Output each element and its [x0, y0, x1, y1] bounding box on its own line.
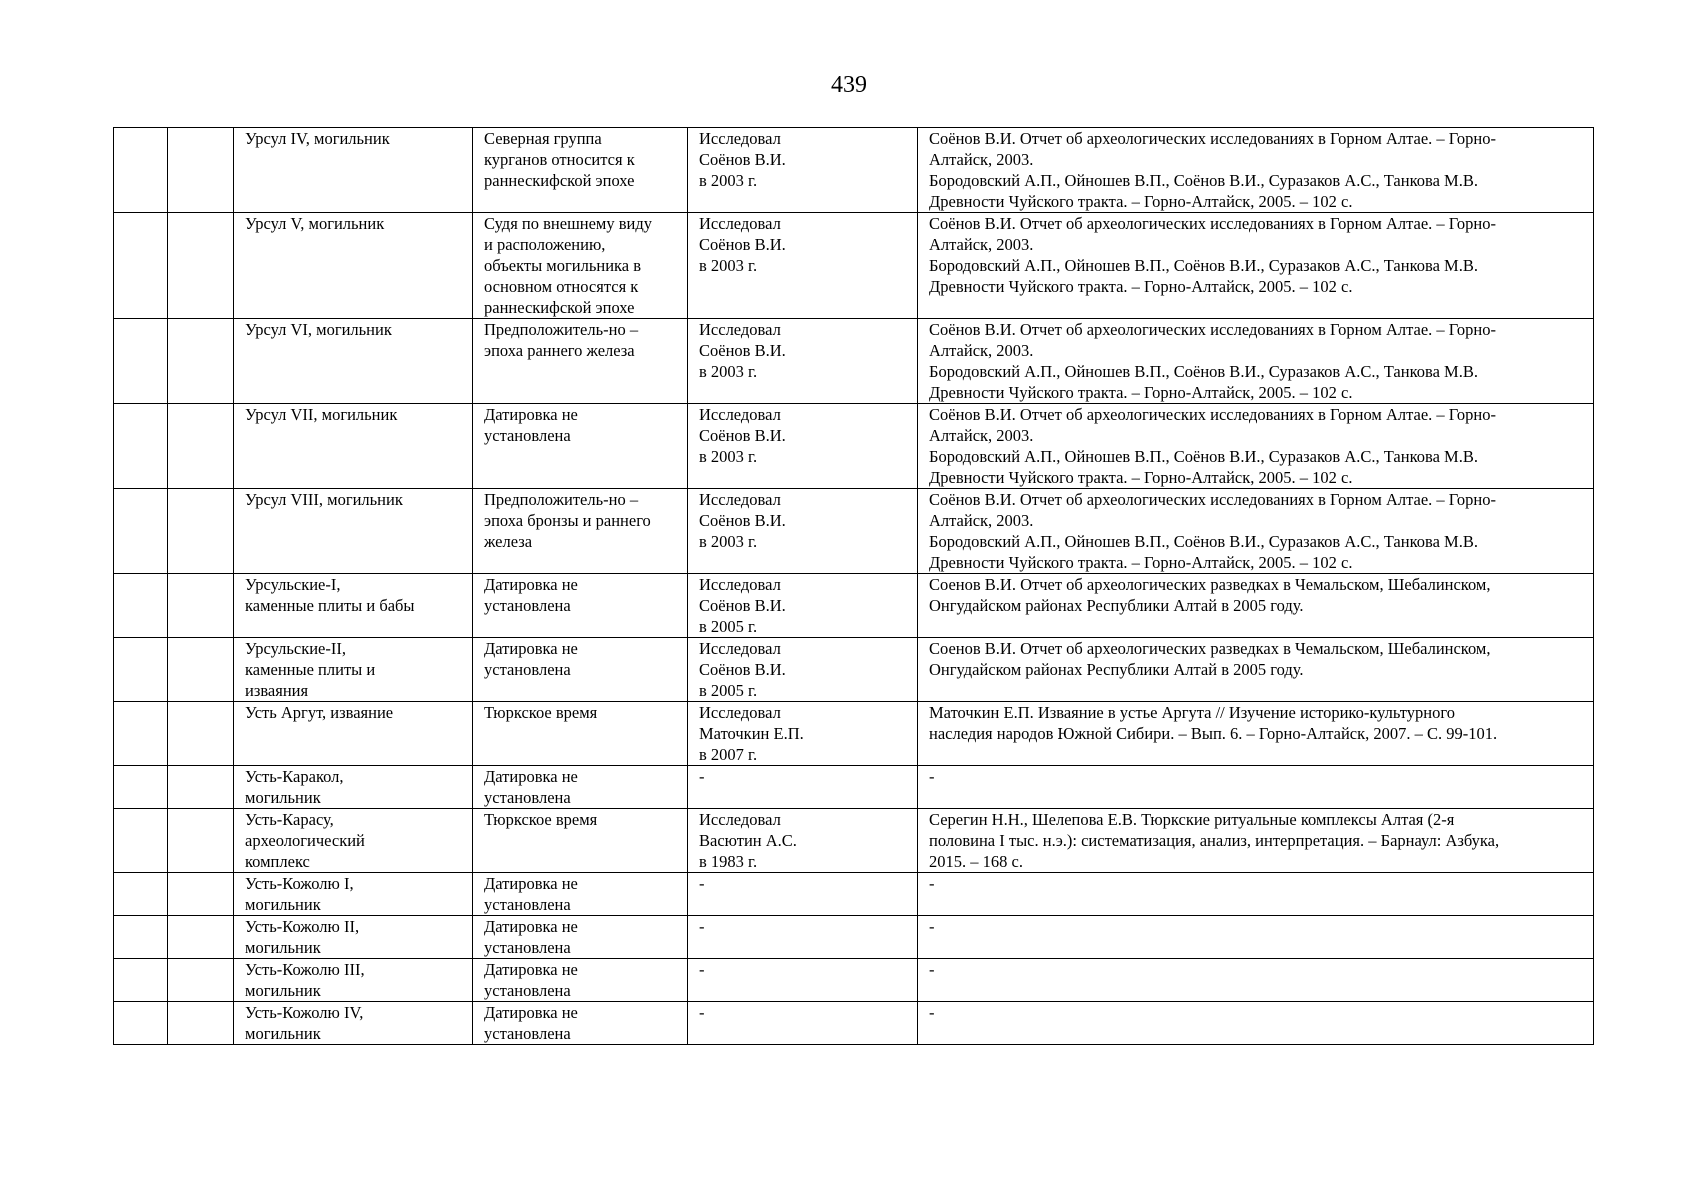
- cell-number: [114, 574, 168, 638]
- cell-code: [168, 638, 234, 702]
- page-number: 439: [831, 72, 867, 98]
- table-row: [114, 873, 1594, 916]
- cell-dating: Датировка не установлена: [473, 1002, 688, 1045]
- cell-dating: Датировка не установлена: [473, 959, 688, 1002]
- table-row: [114, 489, 1594, 574]
- cell-study: Исследовал Соёнов В.И. в 2003 г.: [688, 319, 918, 404]
- cell-number: [114, 809, 168, 873]
- cell-dating: Датировка не установлена: [473, 766, 688, 809]
- cell-study: -: [688, 959, 918, 1002]
- cell-site-name: Усть-Кожолю IV, могильник: [234, 1002, 473, 1045]
- cell-code: [168, 574, 234, 638]
- cell-code: [168, 1002, 234, 1045]
- cell-literature: Серегин Н.Н., Шелепова Е.В. Тюркские ритуальные комплексы Алтая (2-я половина I тыс. н.э.): систематизация, анализ, интерпретация. – Барнаул: Азбука, 2015. – 168 с.: [918, 809, 1594, 873]
- cell-site-name: Усть-Кожолю II, могильник: [234, 916, 473, 959]
- cell-dating: Датировка не установлена: [473, 404, 688, 489]
- cell-code: [168, 319, 234, 404]
- cell-site-name: Урсул VI, могильник: [234, 319, 473, 404]
- table-row: [114, 916, 1594, 959]
- cell-site-name: Усть-Каракол, могильник: [234, 766, 473, 809]
- table-row: [114, 1002, 1594, 1045]
- cell-number: [114, 916, 168, 959]
- cell-dating: Датировка не установлена: [473, 916, 688, 959]
- cell-site-name: Урсул V, могильник: [234, 213, 473, 319]
- cell-literature: Соёнов В.И. Отчет об археологических исследованиях в Горном Алтае. – Горно- Алтайск, 2003. Бородовский А.П., Ойношев В.П., Соёнов В.И., Суразаков А.С., Танкова М.В. Древности Чуйского тракта. – Горно-Алтайск, 2005. – 102 с.: [918, 489, 1594, 574]
- cell-dating: Предположитель-но – эпоха бронзы и раннего железа: [473, 489, 688, 574]
- cell-dating: Северная группа курганов относится к раннескифской эпохе: [473, 128, 688, 213]
- cell-number: [114, 959, 168, 1002]
- table-row: [114, 213, 1594, 319]
- cell-dating: Судя по внешнему виду и расположению, объекты могильника в основном относятся к раннескифской эпохе: [473, 213, 688, 319]
- table-row: [114, 128, 1594, 213]
- cell-code: [168, 809, 234, 873]
- cell-code: [168, 702, 234, 766]
- cell-dating: Датировка не установлена: [473, 574, 688, 638]
- table-row: [114, 404, 1594, 489]
- cell-site-name: Урсул VII, могильник: [234, 404, 473, 489]
- table-row: [114, 638, 1594, 702]
- cell-study: Исследовал Соёнов В.И. в 2005 г.: [688, 574, 918, 638]
- cell-literature: -: [918, 916, 1594, 959]
- cell-number: [114, 319, 168, 404]
- cell-code: [168, 128, 234, 213]
- cell-site-name: Урсульские-I, каменные плиты и бабы: [234, 574, 473, 638]
- cell-study: Исследовал Соёнов В.И. в 2003 г.: [688, 404, 918, 489]
- cell-literature: Маточкин Е.П. Изваяние в устье Аргута // Изучение историко-культурного наследия народов Южной Сибири. – Вып. 6. – Горно-Алтайск, 2007. – С. 99-101.: [918, 702, 1594, 766]
- cell-study: -: [688, 916, 918, 959]
- table-row: [114, 702, 1594, 766]
- cell-study: Исследовал Маточкин Е.П. в 2007 г.: [688, 702, 918, 766]
- cell-code: [168, 873, 234, 916]
- cell-study: Исследовал Соёнов В.И. в 2005 г.: [688, 638, 918, 702]
- cell-dating: Тюркское время: [473, 809, 688, 873]
- cell-code: [168, 959, 234, 1002]
- cell-site-name: Усть Аргут, изваяние: [234, 702, 473, 766]
- cell-study: Исследовал Соёнов В.И. в 2003 г.: [688, 128, 918, 213]
- table-row: [114, 319, 1594, 404]
- cell-code: [168, 489, 234, 574]
- cell-site-name: Урсул VIII, могильник: [234, 489, 473, 574]
- cell-study: Исследовал Соёнов В.И. в 2003 г.: [688, 489, 918, 574]
- cell-literature: Соёнов В.И. Отчет об археологических исследованиях в Горном Алтае. – Горно- Алтайск, 2003. Бородовский А.П., Ойношев В.П., Соёнов В.И., Суразаков А.С., Танкова М.В. Древности Чуйского тракта. – Горно-Алтайск, 2005. – 102 с.: [918, 213, 1594, 319]
- cell-number: [114, 873, 168, 916]
- cell-number: [114, 638, 168, 702]
- table-row: [114, 766, 1594, 809]
- cell-literature: Соёнов В.И. Отчет об археологических исследованиях в Горном Алтае. – Горно- Алтайск, 2003. Бородовский А.П., Ойношев В.П., Соёнов В.И., Суразаков А.С., Танкова М.В. Древности Чуйского тракта. – Горно-Алтайск, 2005. – 102 с.: [918, 319, 1594, 404]
- cell-literature: -: [918, 766, 1594, 809]
- cell-dating: Датировка не установлена: [473, 873, 688, 916]
- cell-literature: -: [918, 959, 1594, 1002]
- cell-study: -: [688, 766, 918, 809]
- cell-dating: Предположитель-но – эпоха раннего железа: [473, 319, 688, 404]
- cell-number: [114, 702, 168, 766]
- cell-site-name: Усть-Кожолю III, могильник: [234, 959, 473, 1002]
- cell-number: [114, 1002, 168, 1045]
- cell-study: Исследовал Васютин А.С. в 1983 г.: [688, 809, 918, 873]
- cell-site-name: Усть-Карасу, археологический комплекс: [234, 809, 473, 873]
- cell-literature: Соёнов В.И. Отчет об археологических исследованиях в Горном Алтае. – Горно- Алтайск, 2003. Бородовский А.П., Ойношев В.П., Соёнов В.И., Суразаков А.С., Танкова М.В. Древности Чуйского тракта. – Горно-Алтайск, 2005. – 102 с.: [918, 128, 1594, 213]
- cell-literature: Соенов В.И. Отчет об археологических разведках в Чемальском, Шебалинском, Онгудайском районах Республики Алтай в 2005 году.: [918, 638, 1594, 702]
- cell-study: Исследовал Соёнов В.И. в 2003 г.: [688, 213, 918, 319]
- cell-study: -: [688, 873, 918, 916]
- cell-number: [114, 489, 168, 574]
- cell-literature: -: [918, 1002, 1594, 1045]
- monuments-table: [113, 127, 1594, 1045]
- cell-number: [114, 404, 168, 489]
- cell-code: [168, 404, 234, 489]
- cell-dating: Тюркское время: [473, 702, 688, 766]
- cell-dating: Датировка не установлена: [473, 638, 688, 702]
- table-row: [114, 809, 1594, 873]
- cell-number: [114, 766, 168, 809]
- table-row: [114, 574, 1594, 638]
- table-row: [114, 959, 1594, 1002]
- cell-literature: Соенов В.И. Отчет об археологических разведках в Чемальском, Шебалинском, Онгудайском районах Республики Алтай в 2005 году.: [918, 574, 1594, 638]
- cell-number: [114, 213, 168, 319]
- cell-literature: Соёнов В.И. Отчет об археологических исследованиях в Горном Алтае. – Горно- Алтайск, 2003. Бородовский А.П., Ойношев В.П., Соёнов В.И., Суразаков А.С., Танкова М.В. Древности Чуйского тракта. – Горно-Алтайск, 2005. – 102 с.: [918, 404, 1594, 489]
- cell-code: [168, 213, 234, 319]
- cell-code: [168, 766, 234, 809]
- cell-study: -: [688, 1002, 918, 1045]
- cell-code: [168, 916, 234, 959]
- cell-site-name: Усть-Кожолю I, могильник: [234, 873, 473, 916]
- cell-number: [114, 128, 168, 213]
- cell-site-name: Урсул IV, могильник: [234, 128, 473, 213]
- cell-site-name: Урсульские-II, каменные плиты и изваяния: [234, 638, 473, 702]
- cell-literature: -: [918, 873, 1594, 916]
